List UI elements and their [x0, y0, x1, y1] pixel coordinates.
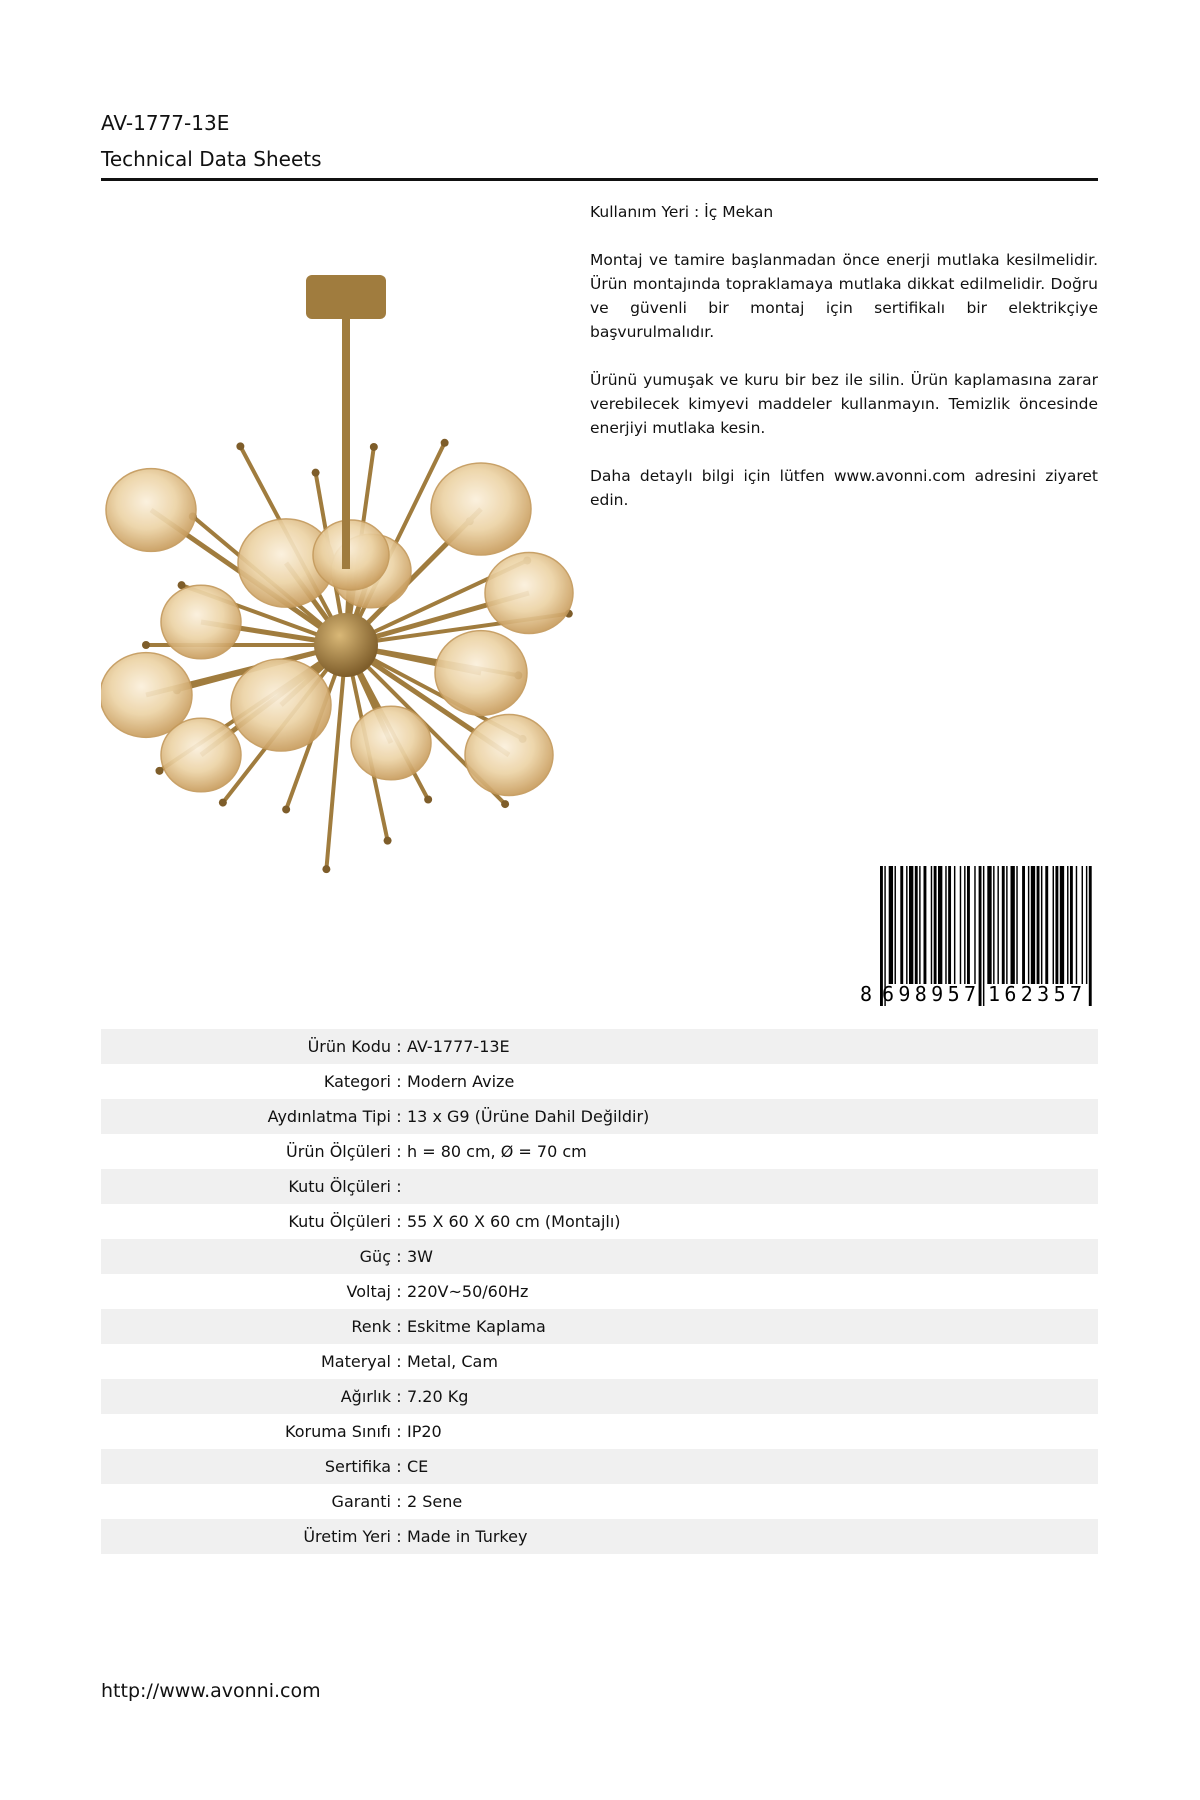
spec-value: AV-1777-13E [407, 1037, 510, 1056]
chandelier-rod [326, 645, 346, 869]
spec-value: h = 80 cm, Ø = 70 cm [407, 1142, 587, 1161]
barcode-bar [889, 866, 893, 984]
barcode-bar [1031, 866, 1035, 984]
barcode-digits-left: 698957 [882, 982, 976, 1006]
hanging-rod [342, 319, 350, 569]
spec-value: IP20 [407, 1422, 442, 1441]
barcode-bar [1016, 866, 1017, 984]
glass-globe [465, 715, 553, 796]
rod-tip [282, 805, 290, 813]
barcode-bar [919, 866, 920, 984]
rod-tip [424, 796, 432, 804]
spec-label: Garanti [331, 1492, 391, 1511]
spec-label: Sertifika [324, 1457, 391, 1476]
barcode-bar [1045, 866, 1048, 984]
spec-label: Üretim Yeri [303, 1527, 391, 1546]
barcode-bar [1053, 866, 1054, 984]
spec-row [101, 1204, 1098, 1239]
barcode-bar [1076, 866, 1077, 984]
rod-tip [236, 442, 244, 450]
barcode-bar [997, 866, 998, 984]
barcode-bar [915, 866, 918, 984]
spec-label: Ağırlık [340, 1387, 391, 1406]
spec-label: Voltaj [346, 1282, 391, 1301]
rod-tip [322, 865, 330, 873]
spec-row [101, 1519, 1098, 1554]
spec-row [101, 1414, 1098, 1449]
glass-globe [106, 469, 196, 552]
spec-row [101, 1449, 1098, 1484]
rod-tip [219, 799, 227, 807]
spec-separator: : [396, 1037, 402, 1056]
spec-value: Modern Avize [407, 1072, 515, 1091]
barcode-bar [1086, 866, 1087, 984]
barcode-bar [964, 866, 965, 984]
footer-url[interactable]: http://www.avonni.com [101, 1680, 321, 1702]
barcode-bar [931, 866, 932, 984]
rod-tip [155, 767, 163, 775]
spec-value: 55 X 60 X 60 cm (Montajlı) [407, 1212, 621, 1231]
barcode-bar [987, 866, 991, 984]
barcode-bar [906, 866, 907, 984]
spec-value: 220V~50/60Hz [407, 1282, 529, 1301]
barcode-bar [993, 866, 994, 984]
barcode-bar [1070, 866, 1073, 984]
ceiling-canopy [306, 275, 386, 319]
barcode-bar [967, 866, 970, 984]
spec-separator: : [396, 1527, 402, 1546]
spec-row [101, 1064, 1098, 1099]
spec-value: 2 Sene [407, 1492, 463, 1511]
spec-separator: : [396, 1492, 402, 1511]
spec-value: 3W [407, 1247, 433, 1266]
spec-value: 13 x G9 (Ürüne Dahil Değildir) [407, 1107, 650, 1126]
glass-globe [161, 718, 241, 792]
barcode-bar [909, 866, 913, 984]
info-paragraph-cleaning: Ürünü yumuşak ve kuru bir bez ile silin. Ürün kaplamasına zarar verebilecek kimyevi maddeler kullanmayın. Temizlik öncesinde enerjiyi mutlaka kesin. [590, 371, 1098, 437]
barcode-bar [1006, 866, 1007, 984]
spec-separator: : [396, 1247, 402, 1266]
rod-tip [501, 800, 509, 808]
barcode-bar [945, 866, 946, 984]
barcode-bar [1037, 866, 1040, 984]
header-divider [101, 178, 1098, 181]
rod-tip [142, 641, 150, 649]
spec-value: CE [407, 1457, 429, 1476]
spec-table [101, 1029, 1098, 1554]
barcode-bar [974, 866, 975, 984]
info-paragraph-safety: Montaj ve tamire başlanmadan önce enerji mutlaka kesilmelidir. Ürün montajında topraklamaya mutlaka dikkat edilmelidir. Doğru ve güvenli bir montaj için sertifikalı bir elektrikçiye başvurulmalıdır. [590, 251, 1098, 341]
spec-label: Kategori [323, 1072, 391, 1091]
usage-location: Kullanım Yeri : İç Mekan [590, 203, 774, 221]
glass-globe [351, 706, 431, 780]
info-panel [590, 200, 1098, 536]
spec-value: Eskitme Kaplama [407, 1317, 546, 1336]
spec-separator: : [396, 1142, 402, 1161]
barcode-bar [960, 866, 961, 984]
barcode-digit-first: 8 [860, 982, 873, 1006]
glass-globe [431, 463, 531, 555]
spec-value: Made in Turkey [407, 1527, 528, 1546]
central-hub [314, 613, 378, 677]
spec-separator: : [396, 1317, 402, 1336]
barcode-bar [983, 866, 984, 1006]
spec-row [101, 1379, 1098, 1414]
spec-row [101, 1029, 1098, 1064]
spec-row [101, 1239, 1098, 1274]
product-code: AV-1777-13E [101, 111, 230, 135]
barcode [858, 866, 1098, 1006]
chandelier-image [101, 225, 591, 905]
document-header [101, 110, 1098, 172]
spec-value: Metal, Cam [407, 1352, 498, 1371]
spec-row [101, 1134, 1098, 1169]
spec-label: Güç [359, 1247, 391, 1266]
spec-separator: : [396, 1282, 402, 1301]
barcode-bar [1041, 866, 1042, 984]
barcode-bar [948, 866, 951, 984]
barcode-bar [1055, 866, 1058, 984]
spec-separator: : [396, 1422, 402, 1441]
spec-label: Koruma Sınıfı [285, 1422, 391, 1441]
spec-separator: : [396, 1072, 402, 1091]
spec-row [101, 1099, 1098, 1134]
rod-tip [312, 469, 320, 477]
spec-separator: : [396, 1457, 402, 1476]
rod-tip [441, 439, 449, 447]
spec-label: Materyal [320, 1352, 391, 1371]
glass-globe [435, 631, 527, 716]
barcode-bar [1060, 866, 1064, 984]
spec-value: 7.20 Kg [407, 1387, 469, 1406]
rod-tip [384, 837, 392, 845]
barcode-digits-right: 162357 [988, 982, 1082, 1006]
glass-globe [231, 659, 331, 751]
spec-separator: : [396, 1387, 402, 1406]
barcode-bar [1082, 866, 1083, 984]
spec-row [101, 1484, 1098, 1519]
spec-separator: : [396, 1177, 402, 1196]
barcode-bar [1089, 866, 1092, 1006]
spec-row [101, 1169, 1098, 1204]
spec-separator: : [396, 1212, 402, 1231]
info-paragraph-website: Daha detaylı bilgi için lütfen www.avonni.com adresini ziyaret edin. [590, 467, 1098, 509]
barcode-bar [938, 866, 942, 984]
spec-row [101, 1274, 1098, 1309]
barcode-bar [954, 866, 955, 984]
spec-label: Kutu Ölçüleri [288, 1212, 391, 1231]
barcode-bar [1022, 866, 1025, 984]
spec-label: Ürün Ölçüleri [286, 1142, 391, 1161]
barcode-bar [1002, 866, 1005, 984]
spec-label: Renk [351, 1317, 391, 1336]
glass-globe [313, 520, 389, 590]
barcode-bar [1011, 866, 1015, 984]
spec-label: Aydınlatma Tipi [267, 1107, 391, 1126]
spec-row [101, 1309, 1098, 1344]
spec-label: Ürün Kodu [307, 1037, 391, 1056]
barcode-bar [924, 866, 927, 984]
barcode-bar [1067, 866, 1068, 984]
spec-separator: : [396, 1107, 402, 1126]
document-subtitle: Technical Data Sheets [101, 147, 322, 171]
spec-label: Kutu Ölçüleri [288, 1177, 391, 1196]
barcode-bar [934, 866, 937, 984]
barcode-bar [1028, 866, 1029, 984]
spec-row [101, 1344, 1098, 1379]
barcode-bar [979, 866, 982, 1006]
rod-tip [370, 443, 378, 451]
glass-globe [161, 585, 241, 659]
barcode-bar [895, 866, 896, 984]
glass-globe [485, 553, 573, 634]
spec-separator: : [396, 1352, 402, 1371]
barcode-bar [900, 866, 903, 984]
